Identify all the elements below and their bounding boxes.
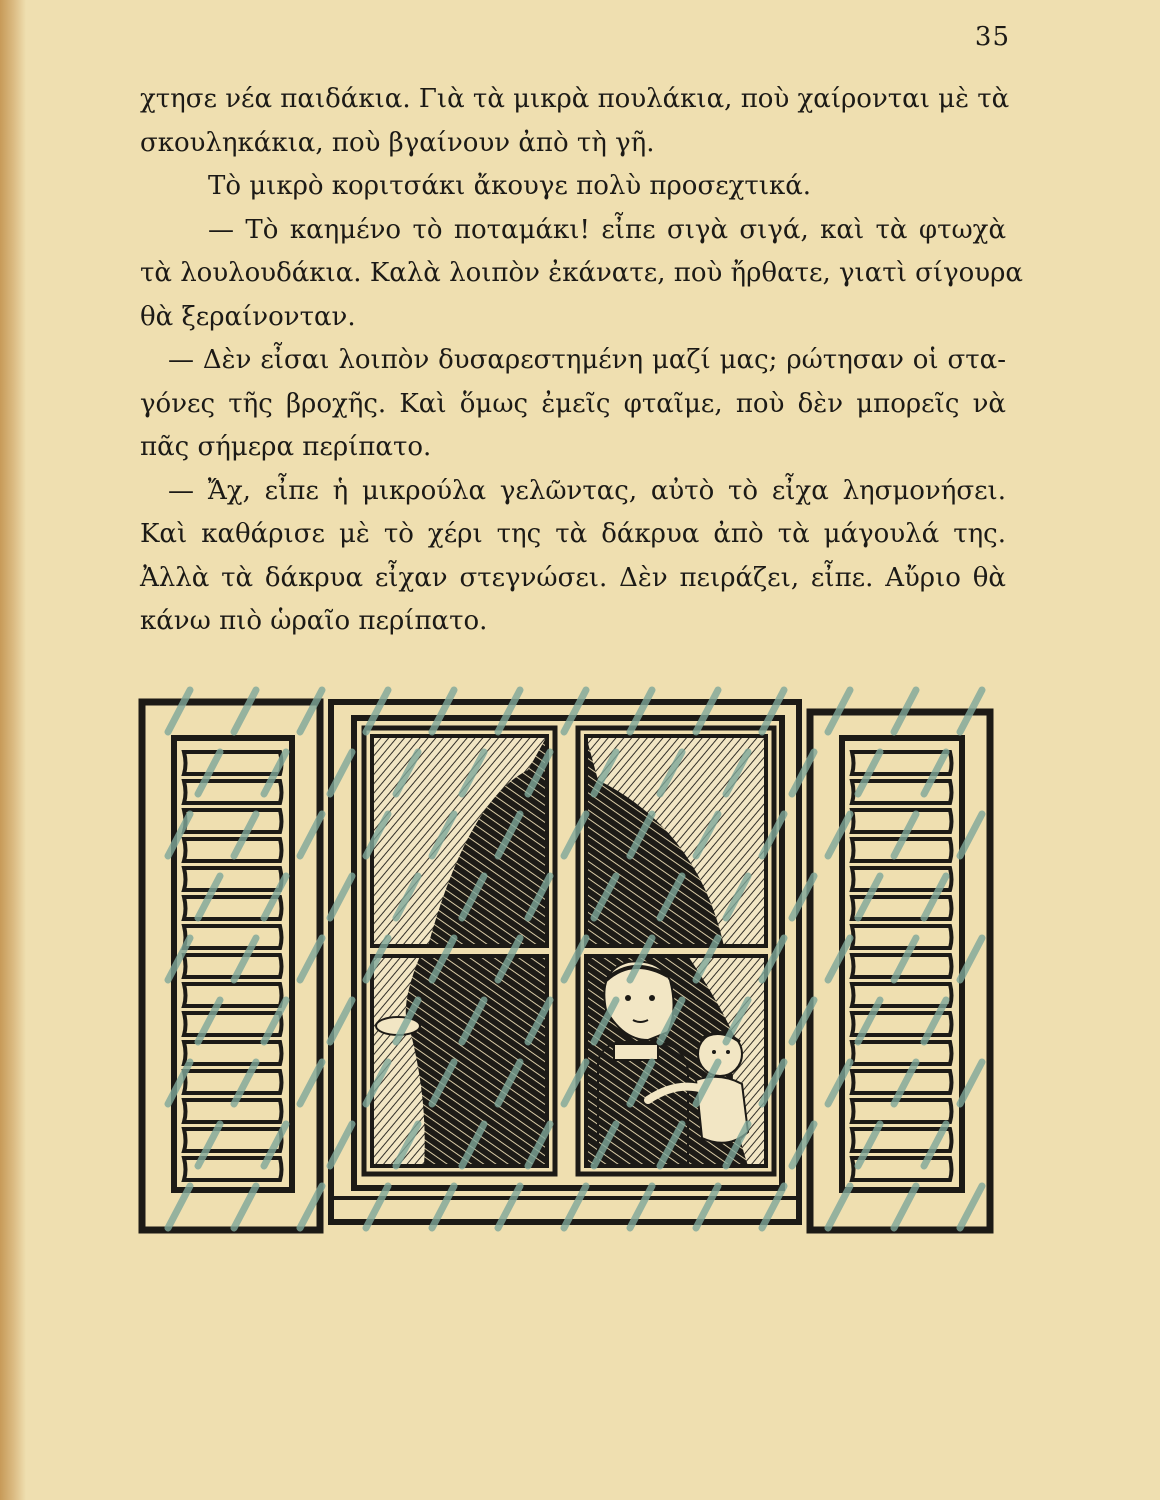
window-illustration (128, 680, 998, 1240)
text-line: — Ἄχ, εἶπε ἡ μικρούλα γελῶντας, αὐτὸ τὸ εἶχα λησμονήσει. (168, 475, 1006, 506)
text-line: χτησε νέα παιδάκια. Γιὰ τὰ μικρὰ πουλάκια, ποὺ χαίρονται μὲ τὰ (140, 84, 1010, 114)
page-spine-shadow (0, 0, 26, 1500)
text-line: Καὶ καθάρισε μὲ τὸ χέρι της τὰ δάκρυα ἀπὸ τὰ μάγουλά της. (140, 519, 1006, 549)
text-line: Τὸ μικρὸ κοριτσάκι ἄκουγε πολὺ προσεχτικά. (208, 171, 812, 201)
text-line: θὰ ξεραίνονταν. (140, 301, 356, 332)
story-text (140, 78, 1023, 644)
text-line: τὰ λουλουδάκια. Καλὰ λοιπὸν ἐκάνατε, ποὺ ἤρθατε, γιατὶ σίγουρα (140, 258, 1023, 288)
text-line: — Δὲν εἶσαι λοιπὸν δυσαρεστημένη μαζί μας; ρώτησαν οἱ στα- (168, 345, 1006, 375)
text-line: κάνω πιὸ ὡραῖο περίπατο. (140, 606, 488, 636)
text-line: — Τὸ καημένο τὸ ποταμάκι! εἶπε σιγὰ σιγά, καὶ τὰ φτωχὰ (208, 214, 1006, 245)
text-line: σκουληκάκια, ποὺ βγαίνουν ἀπὸ τὴ γῆ. (140, 127, 655, 158)
text-line: πᾶς σήμερα περίπατο. (140, 432, 432, 462)
text-line: γόνες τῆς βροχῆς. Καὶ ὅμως ἐμεῖς φταῖμε, ποὺ δὲν μπορεῖς νὰ (140, 388, 1006, 419)
left-shutter (142, 702, 320, 1230)
text-line: Ἀλλὰ τὰ δάκρυα εἶχαν στεγνώσει. Δὲν πειράζει, εἶπε. Αὔριο θὰ (140, 562, 1006, 593)
page-number: 35 (974, 22, 1010, 52)
